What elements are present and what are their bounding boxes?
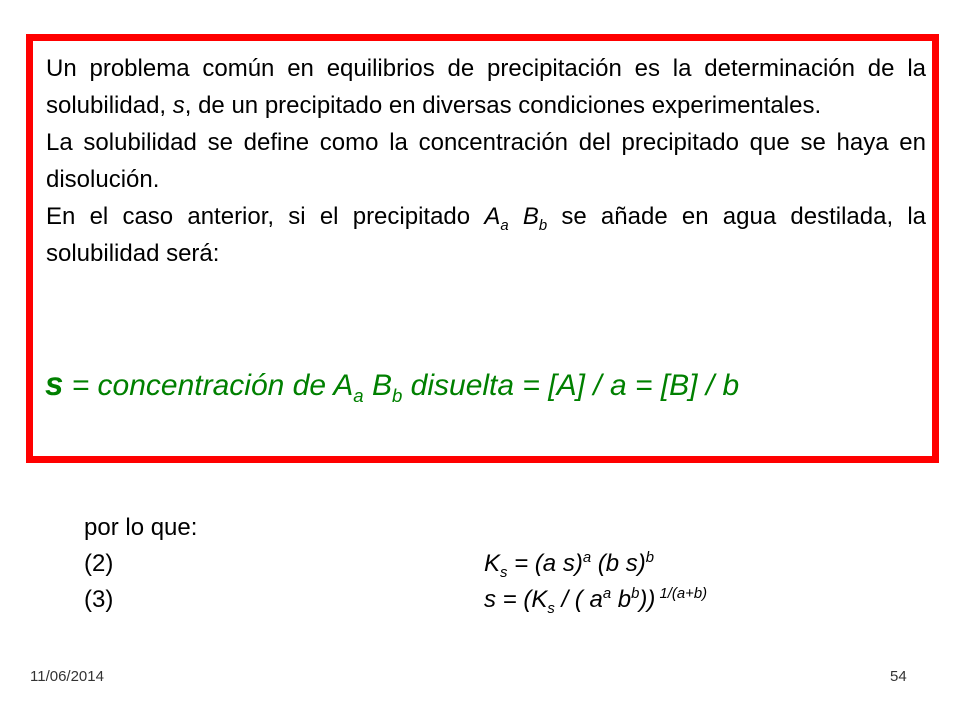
equation-body <box>484 582 707 618</box>
symbol-K: K <box>484 550 501 577</box>
equation-3 <box>84 582 864 618</box>
subscript-b: b <box>391 385 403 406</box>
subscript-b: b <box>538 217 548 234</box>
equation-body <box>484 546 654 582</box>
equations-section <box>84 510 864 618</box>
paragraph-solubility-problem <box>46 50 926 124</box>
formula-text: s = (K <box>484 586 548 613</box>
subscript-s: s <box>547 600 555 617</box>
formula-text: disuelta = [A] / a = [B] / b <box>402 369 740 402</box>
formula-text: = concentración de A <box>63 369 354 402</box>
definition-text <box>46 50 926 272</box>
formula-text: = (a s) <box>507 550 583 577</box>
solubility-formula <box>45 365 740 406</box>
formula-AaBb <box>484 203 548 234</box>
text: se añade en agua destilada, la solubilidad será: <box>46 203 927 267</box>
paragraph-definition: La solubilidad se define como la concentración del precipitado que se haya en disolución. <box>46 129 926 193</box>
equation-label: (2) <box>84 550 114 577</box>
subscript-s: s <box>500 564 508 581</box>
text: , de un precipitado en diversas condiciones experimentales. <box>184 92 822 119</box>
paragraph-case <box>46 198 926 272</box>
formula-text: / ( a <box>554 586 603 613</box>
intro-line: por lo que: <box>84 514 198 541</box>
subscript-a: a <box>500 217 509 234</box>
definition-box <box>26 34 939 463</box>
superscript-a: a <box>582 550 592 566</box>
symbol-s: s <box>45 365 64 402</box>
formula-text: )) <box>639 586 656 613</box>
superscript-exponent: 1/(a+b) <box>655 586 708 602</box>
subscript-a: a <box>353 385 364 406</box>
superscript-b: b <box>631 586 640 602</box>
symbol-A: A <box>484 203 501 230</box>
equation-2 <box>84 546 864 582</box>
text: En el caso anterior, si el precipitado <box>46 203 485 230</box>
text: Un problema común en equilibrios de precipitación es la determinación de la solubilidad, <box>46 55 926 119</box>
formula-text: b <box>611 586 632 613</box>
equation-label: (3) <box>84 586 114 613</box>
symbol-B: B <box>522 203 539 230</box>
superscript-b: b <box>645 550 655 566</box>
formula-text: (b s) <box>591 550 646 577</box>
page-number: 54 <box>890 668 907 685</box>
formula-text: B <box>363 369 392 402</box>
symbol-s: s <box>172 92 185 119</box>
superscript-a: a <box>602 586 612 602</box>
footer-date: 11/06/2014 <box>30 668 104 685</box>
